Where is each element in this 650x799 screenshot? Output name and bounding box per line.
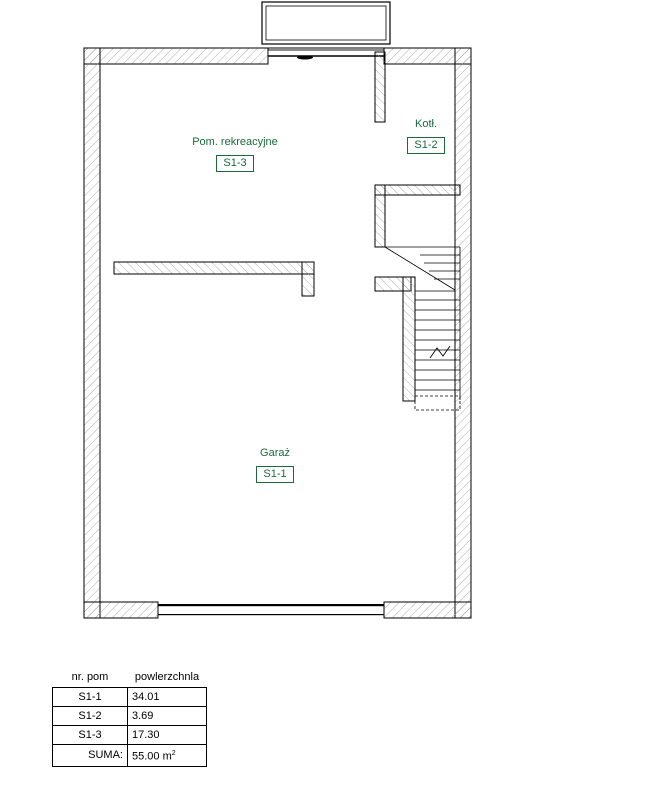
room-label-s1-2: [391, 118, 461, 154]
cell-room-code: S1-1: [53, 688, 128, 707]
table-total-row: [53, 745, 207, 767]
garage-door-opening: [158, 604, 384, 615]
sum-unit-exponent: 2: [171, 750, 176, 757]
cell-sum-value: [128, 745, 207, 767]
staircase: [385, 247, 460, 410]
room-label-s1-3: [175, 136, 295, 172]
room-name-s1-3: Pom. rekreacyjne: [192, 136, 278, 148]
room-label-s1-1: [230, 447, 320, 483]
cell-room-code: S1-3: [53, 726, 128, 745]
table-row: [53, 688, 207, 707]
cell-sum-label: SUMA:: [53, 745, 128, 767]
sum-number: 55.00 m: [132, 750, 172, 763]
room-code-s1-2: S1-2: [407, 137, 444, 154]
cell-room-area: 3.69: [128, 707, 207, 726]
table-header-row: [53, 668, 207, 688]
window-top: [262, 2, 390, 60]
room-name-s1-1: Garaż: [260, 447, 290, 459]
room-name-s1-2: Kotł.: [414, 118, 437, 130]
area-schedule-table: [52, 668, 207, 767]
cell-room-area: 17.30: [128, 726, 207, 745]
interior-walls: [114, 52, 460, 401]
table-head: [53, 668, 207, 688]
table-row: [53, 726, 207, 745]
cell-room-area: 34.01: [128, 688, 207, 707]
column-header-room-number: nr. pom: [71, 671, 109, 683]
cell-room-code: S1-2: [53, 707, 128, 726]
table-row: [53, 707, 207, 726]
room-code-s1-3: S1-3: [216, 155, 253, 172]
column-header-area: powlerzchnla: [134, 671, 200, 683]
room-code-s1-1: S1-1: [256, 466, 293, 483]
table-body: [53, 688, 207, 767]
